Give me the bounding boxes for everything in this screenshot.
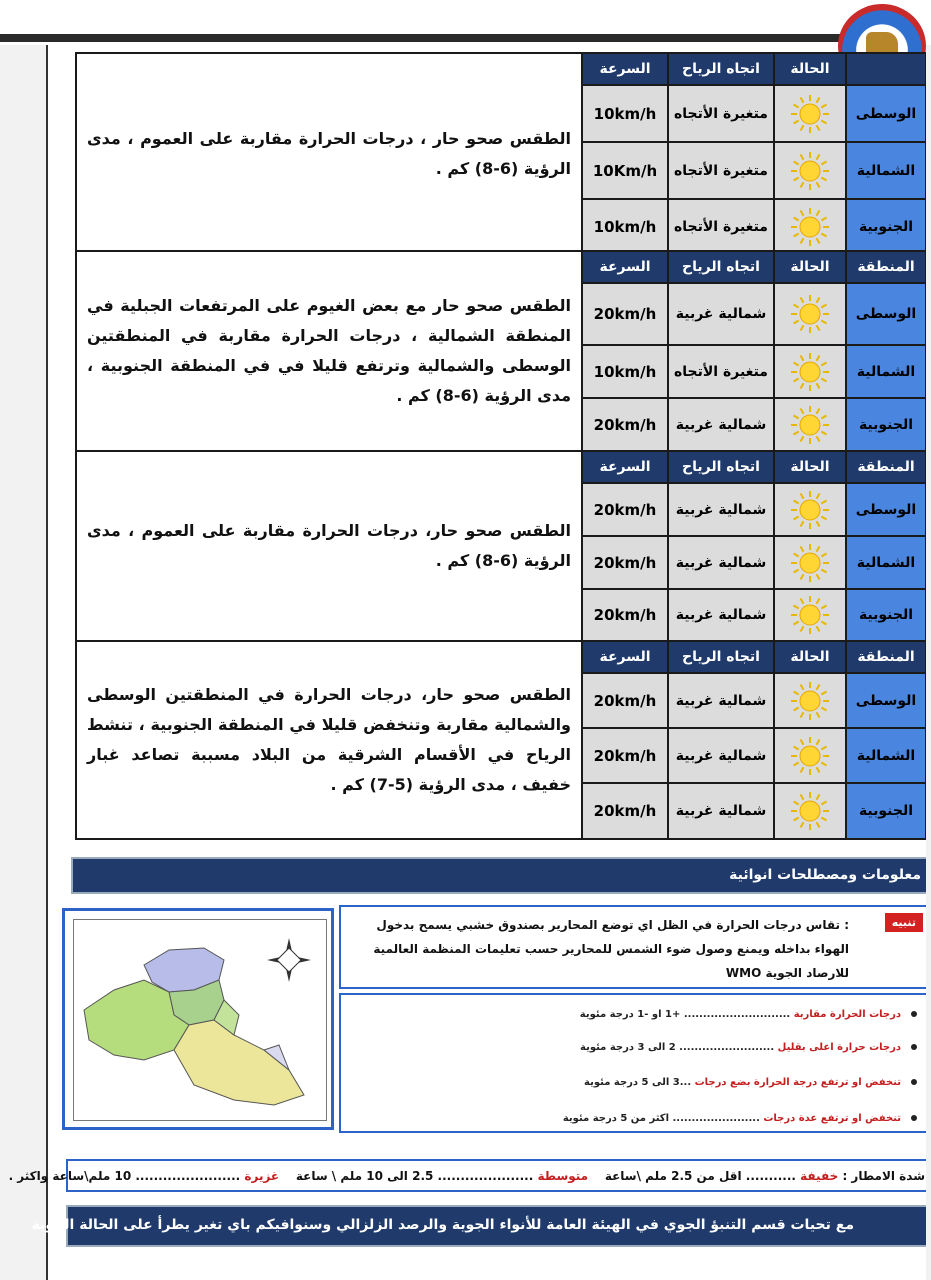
state-cell	[774, 283, 846, 345]
header-speed: السرعة	[582, 451, 668, 483]
sunny-icon	[789, 150, 831, 192]
term-value: ............................ +1 او -1 درجة مئوية	[579, 1009, 791, 1020]
speed-cell: 20km/h	[582, 283, 668, 345]
region-cell: الوسطى	[846, 85, 926, 142]
forecast-table-day4	[75, 640, 927, 840]
speed-cell: 10km/h	[582, 345, 668, 398]
term-item	[357, 1042, 917, 1053]
region-cell: الوسطى	[846, 673, 926, 728]
wind-cell: متغيرة الأتجاه	[668, 199, 774, 255]
header-state: الحالة	[774, 53, 846, 85]
sunny-icon	[789, 93, 831, 135]
wind-cell: متغيرة الأتجاه	[668, 85, 774, 142]
state-cell	[774, 783, 846, 839]
header-region: المنطقة	[846, 451, 926, 483]
speed-cell: 20km/h	[582, 483, 668, 536]
speed-cell: 10km/h	[582, 85, 668, 142]
rain-heavy-text: ....................... 10 ملم\ساعة واكثر .	[8, 1169, 241, 1183]
rain-intensity-text	[9, 1169, 925, 1183]
rain-moderate-text: ..................... 2.5 الى 10 ملم \ ساعة	[295, 1169, 534, 1183]
top-bar	[0, 0, 931, 45]
rain-light: خفيفة	[800, 1169, 839, 1183]
region-cell: الوسطى	[846, 283, 926, 345]
header-wind: اتجاه الرياح	[668, 53, 774, 85]
sunny-icon	[789, 489, 831, 531]
sunny-icon	[789, 594, 831, 636]
forecast-description: الطقس صحو حار ، درجات الحرارة مقاربة على العموم ، مدى الرؤية (6-8) كم .	[76, 53, 582, 255]
region-cell: الشمالية	[846, 536, 926, 589]
sunny-icon	[789, 293, 831, 335]
speed-cell: 20km/h	[582, 728, 668, 783]
term-value: ...3 الى 5 درجة مئوية	[584, 1077, 692, 1088]
terms-panel	[339, 993, 931, 1133]
rain-heavy: غزيرة	[244, 1169, 280, 1183]
sunny-icon	[789, 790, 831, 832]
speed-cell: 20km/h	[582, 398, 668, 451]
warning-note-panel	[339, 905, 931, 989]
header-speed: السرعة	[582, 251, 668, 283]
speed-cell: 10km/h	[582, 199, 668, 255]
term-item	[357, 1077, 917, 1088]
wind-cell: شمالية غربية	[668, 398, 774, 451]
rain-label: شدة الامطار :	[842, 1169, 925, 1183]
header-region: المنطقة	[846, 251, 926, 283]
region-cell: الشمالية	[846, 142, 926, 199]
term-item	[357, 1009, 917, 1020]
header-wind: اتجاه الرياح	[668, 451, 774, 483]
sunny-icon	[789, 680, 831, 722]
header-speed: السرعة	[582, 53, 668, 85]
state-cell	[774, 589, 846, 641]
map-panel	[62, 908, 334, 1130]
info-title: معلومات ومصطلحات انوائية	[729, 867, 921, 883]
state-cell	[774, 673, 846, 728]
term-label: تنخفض او ترتفع عدة درجات	[763, 1113, 901, 1124]
speed-cell: 10Km/h	[582, 142, 668, 199]
header-wind: اتجاه الرياح	[668, 251, 774, 283]
term-label: درجات الحرارة مقاربة	[793, 1009, 901, 1020]
region-cell: الوسطى	[846, 483, 926, 536]
bullet-icon	[911, 1044, 917, 1050]
wind-cell: متغيرة الأتجاه	[668, 142, 774, 199]
forecast-description: الطقس صحو حار، درجات الحرارة مقاربة على العموم ، مدى الرؤية (6-8) كم .	[76, 451, 582, 641]
rain-moderate: متوسطة	[537, 1169, 589, 1183]
term-value: ......................... 2 الى 3 درجة مئوية	[580, 1042, 775, 1053]
region-cell: الجنوبية	[846, 398, 926, 451]
warning-badge: تنبيه	[885, 913, 923, 932]
state-cell	[774, 536, 846, 589]
term-value: ....................... اكثر من 5 درجة مئوية	[562, 1113, 760, 1124]
header-state: الحالة	[774, 451, 846, 483]
region-cell: الجنوبية	[846, 783, 926, 839]
iraq-map-icon	[74, 920, 326, 1120]
header-wind: اتجاه الرياح	[668, 641, 774, 673]
region-cell: الشمالية	[846, 728, 926, 783]
compass-rose-icon	[267, 938, 311, 982]
forecast-description: الطقس صحو حار مع بعض الغيوم على المرتفعات الجبلية في المنطقة الشمالية ، درجات الحرارة مقاربة في المنطقتين الوسطى والشمالية وترتفع قليلا في في المنطقة الجنوبية ، مدى الرؤية (6-8) كم .	[76, 251, 582, 451]
speed-cell: 20km/h	[582, 589, 668, 641]
iraq-map	[73, 919, 327, 1121]
wind-cell: شمالية غربية	[668, 783, 774, 839]
forecast-table-day1	[75, 52, 927, 256]
right-edge	[926, 45, 931, 1280]
sunny-icon	[789, 735, 831, 777]
header-region-blank	[846, 53, 926, 85]
rain-intensity-panel	[8, 1159, 931, 1192]
state-cell	[774, 398, 846, 451]
state-cell	[774, 728, 846, 783]
warning-text: : تقاس درجات الحرارة في الظل اي توضع المحارير بصندوق خشبي يسمح بدخول الهواء بداخله ويمنع وصول ضوء الشمس للمحارير حسب تعليمات المنظمة العالمية للارصاد الجوية WMO	[373, 918, 849, 980]
wind-cell: متغيرة الأتجاه	[668, 345, 774, 398]
sunny-icon	[789, 206, 831, 248]
state-cell	[774, 345, 846, 398]
term-item	[357, 1113, 917, 1124]
header-region: المنطقة	[846, 641, 926, 673]
footer-banner	[31, 1205, 931, 1247]
sunny-icon	[789, 542, 831, 584]
forecast-table-day2	[75, 250, 927, 452]
term-label: تنخفض او ترتفع درجة الحرارة بضع درجات	[694, 1077, 901, 1088]
region-cell: الشمالية	[846, 345, 926, 398]
state-cell	[774, 199, 846, 255]
info-section-header	[71, 857, 931, 894]
state-cell	[774, 142, 846, 199]
rain-light-text: ........... اقل من 2.5 ملم \ساعة	[604, 1169, 796, 1183]
header-state: الحالة	[774, 641, 846, 673]
wind-cell: شمالية غربية	[668, 673, 774, 728]
region-cell: الجنوبية	[846, 589, 926, 641]
forecast-table-day3	[75, 450, 927, 642]
header-state: الحالة	[774, 251, 846, 283]
footer-text: مع تحيات قسم التنبؤ الجوي في الهيئة العامة للأنواء الجوية والرصد الزلزالي وسنوافيكم باي تغير يطرأ على الحالة الجوية	[31, 1217, 854, 1233]
header-speed: السرعة	[582, 641, 668, 673]
sunny-icon	[789, 351, 831, 393]
wind-cell: شمالية غربية	[668, 536, 774, 589]
top-divider	[0, 34, 860, 42]
bullet-icon	[911, 1079, 917, 1085]
state-cell	[774, 85, 846, 142]
term-label: درجات حرارة اعلى بقليل	[777, 1042, 901, 1053]
forecast-description: الطقس صحو حار، درجات الحرارة في المنطقتين الوسطى والشمالية مقاربة وتنخفض قليلا في المنطقة الجنوبية ، تنشط الرياح في الأقسام الشرقية من البلاد مسببة تصاعد غبار خفيف ، مدى الرؤية (5-7) كم .	[76, 641, 582, 839]
bullet-icon	[911, 1011, 917, 1017]
wind-cell: شمالية غربية	[668, 589, 774, 641]
region-cell: الجنوبية	[846, 199, 926, 255]
wind-cell: شمالية غربية	[668, 728, 774, 783]
speed-cell: 20km/h	[582, 536, 668, 589]
speed-cell: 20km/h	[582, 783, 668, 839]
sunny-icon	[789, 404, 831, 446]
wind-cell: شمالية غربية	[668, 283, 774, 345]
state-cell	[774, 483, 846, 536]
wind-cell: شمالية غربية	[668, 483, 774, 536]
bullet-icon	[911, 1115, 917, 1121]
speed-cell: 20km/h	[582, 673, 668, 728]
